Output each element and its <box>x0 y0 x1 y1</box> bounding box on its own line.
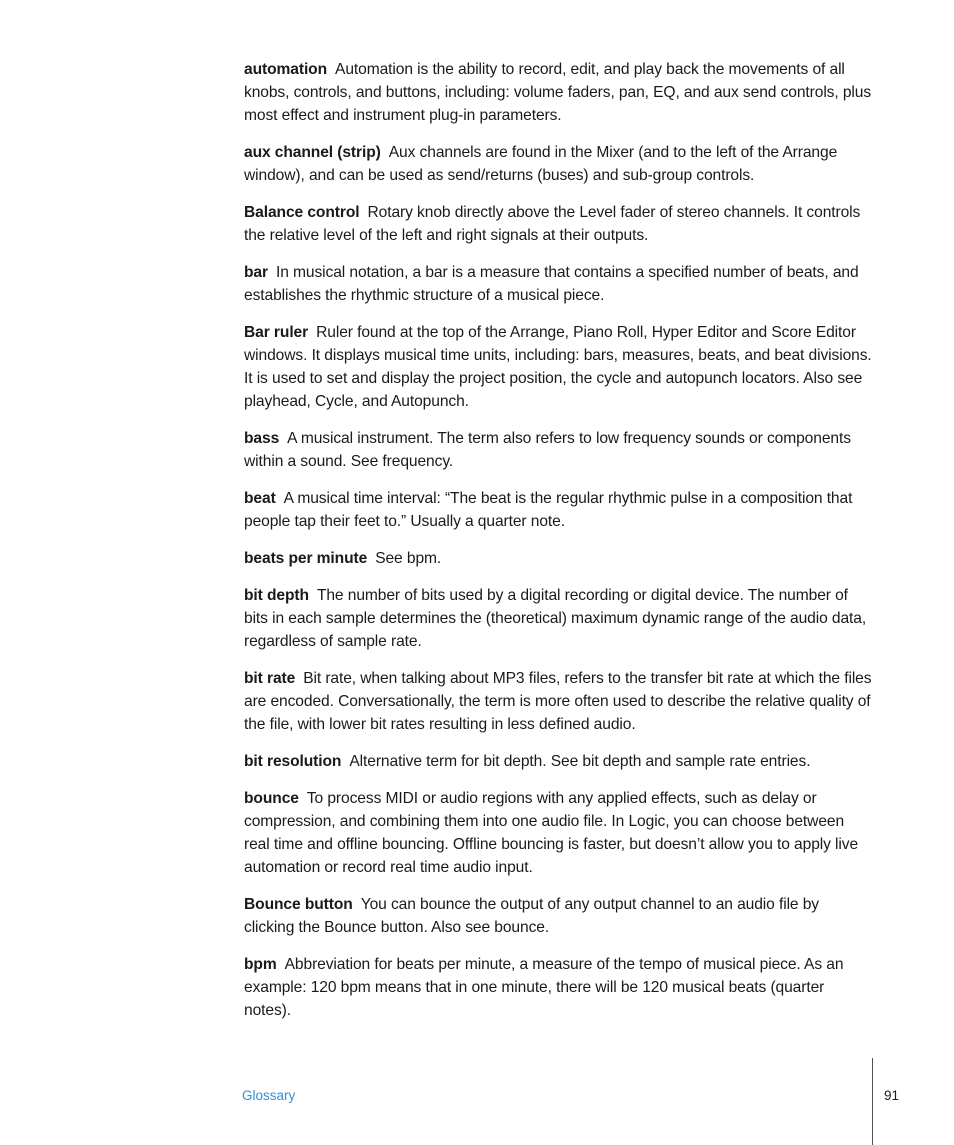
footer-divider <box>872 1058 873 1145</box>
glossary-entry-bounce <box>244 787 872 879</box>
definition: Alternative term for bit depth. See bit depth and sample rate entries. <box>349 753 811 770</box>
definition: A musical time interval: “The beat is the regular rhythmic pulse in a composition that people tap their feet to.” Usually a quarter note. <box>244 490 853 530</box>
glossary-entry-beats-per-minute <box>244 547 872 570</box>
term: bass <box>244 430 280 447</box>
term: beats per minute <box>244 550 368 567</box>
glossary-entry-bpm <box>244 953 872 1022</box>
term: Balance control <box>244 204 360 221</box>
definition: To process MIDI or audio regions with any applied effects, such as delay or compression, and combining them into one audio file. In Logic, you can choose between real time and offline bouncing. Offline bouncing is faster, but doesn’t allow you to apply live automation or record real time audio input. <box>244 790 859 876</box>
term: bpm <box>244 956 277 973</box>
term: automation <box>244 61 328 78</box>
term: bit resolution <box>244 753 342 770</box>
glossary-entry-beat <box>244 487 872 533</box>
definition: Abbreviation for beats per minute, a measure of the tempo of musical piece. As an example: 120 bpm means that in one minute, there will be 120 musical beats (quarter notes). <box>244 956 844 1019</box>
glossary-entry-bar-ruler <box>244 321 872 413</box>
term: bounce <box>244 790 299 807</box>
glossary-entry-bar <box>244 261 872 307</box>
definition: Aux channels are found in the Mixer (and to the left of the Arrange window), and can be used as send/returns (buses) and sub-group controls. <box>244 144 838 184</box>
glossary-entries <box>244 58 872 1036</box>
glossary-entry-aux-channel <box>244 141 872 187</box>
definition: You can bounce the output of any output channel to an audio file by clicking the Bounce button. Also see bounce. <box>244 896 820 936</box>
glossary-entry-bounce-button <box>244 893 872 939</box>
term: aux channel (strip) <box>244 144 381 161</box>
term: Bar ruler <box>244 324 309 341</box>
term: beat <box>244 490 276 507</box>
footer-section-link[interactable]: Glossary <box>242 1088 296 1103</box>
definition: The number of bits used by a digital recording or digital device. The number of bits in each sample determines the (theoretical) maximum dynamic range of the audio data, regardless of sample rate. <box>244 587 867 650</box>
term: bit depth <box>244 587 309 604</box>
definition: Bit rate, when talking about MP3 files, refers to the transfer bit rate at which the files are encoded. Conversationally, the term is more often used to describe the relative quality of the file, with lower bit rates resulting in less defined audio. <box>244 670 872 733</box>
term: bar <box>244 264 268 281</box>
term: Bounce button <box>244 896 353 913</box>
glossary-entry-bit-resolution <box>244 750 872 773</box>
glossary-entry-automation <box>244 58 872 127</box>
definition: See bpm. <box>375 550 442 567</box>
glossary-entry-bit-depth <box>244 584 872 653</box>
definition: Ruler found at the top of the Arrange, Piano Roll, Hyper Editor and Score Editor windows. It displays musical time units, including: bars, measures, beats, and beat divisions. It is used to set and display the project position, the cycle and autopunch locators. Also see playhead, Cycle, and Autopunch. <box>244 324 872 410</box>
definition: A musical instrument. The term also refers to low frequency sounds or components within a sound. See frequency. <box>244 430 851 470</box>
term: bit rate <box>244 670 296 687</box>
glossary-entry-bass <box>244 427 872 473</box>
definition: Automation is the ability to record, edit, and play back the movements of all knobs, controls, and buttons, including: volume faders, pan, EQ, and aux send controls, plus most effect and instrument plug-in parameters. <box>244 61 872 124</box>
definition: In musical notation, a bar is a measure that contains a specified number of beats, and establishes the rhythmic structure of a musical piece. <box>244 264 859 304</box>
definition: Rotary knob directly above the Level fader of stereo channels. It controls the relative level of the left and right signals at their outputs. <box>244 204 861 244</box>
glossary-entry-balance-control <box>244 201 872 247</box>
page-number: 91 <box>884 1088 900 1103</box>
glossary-entry-bit-rate <box>244 667 872 736</box>
